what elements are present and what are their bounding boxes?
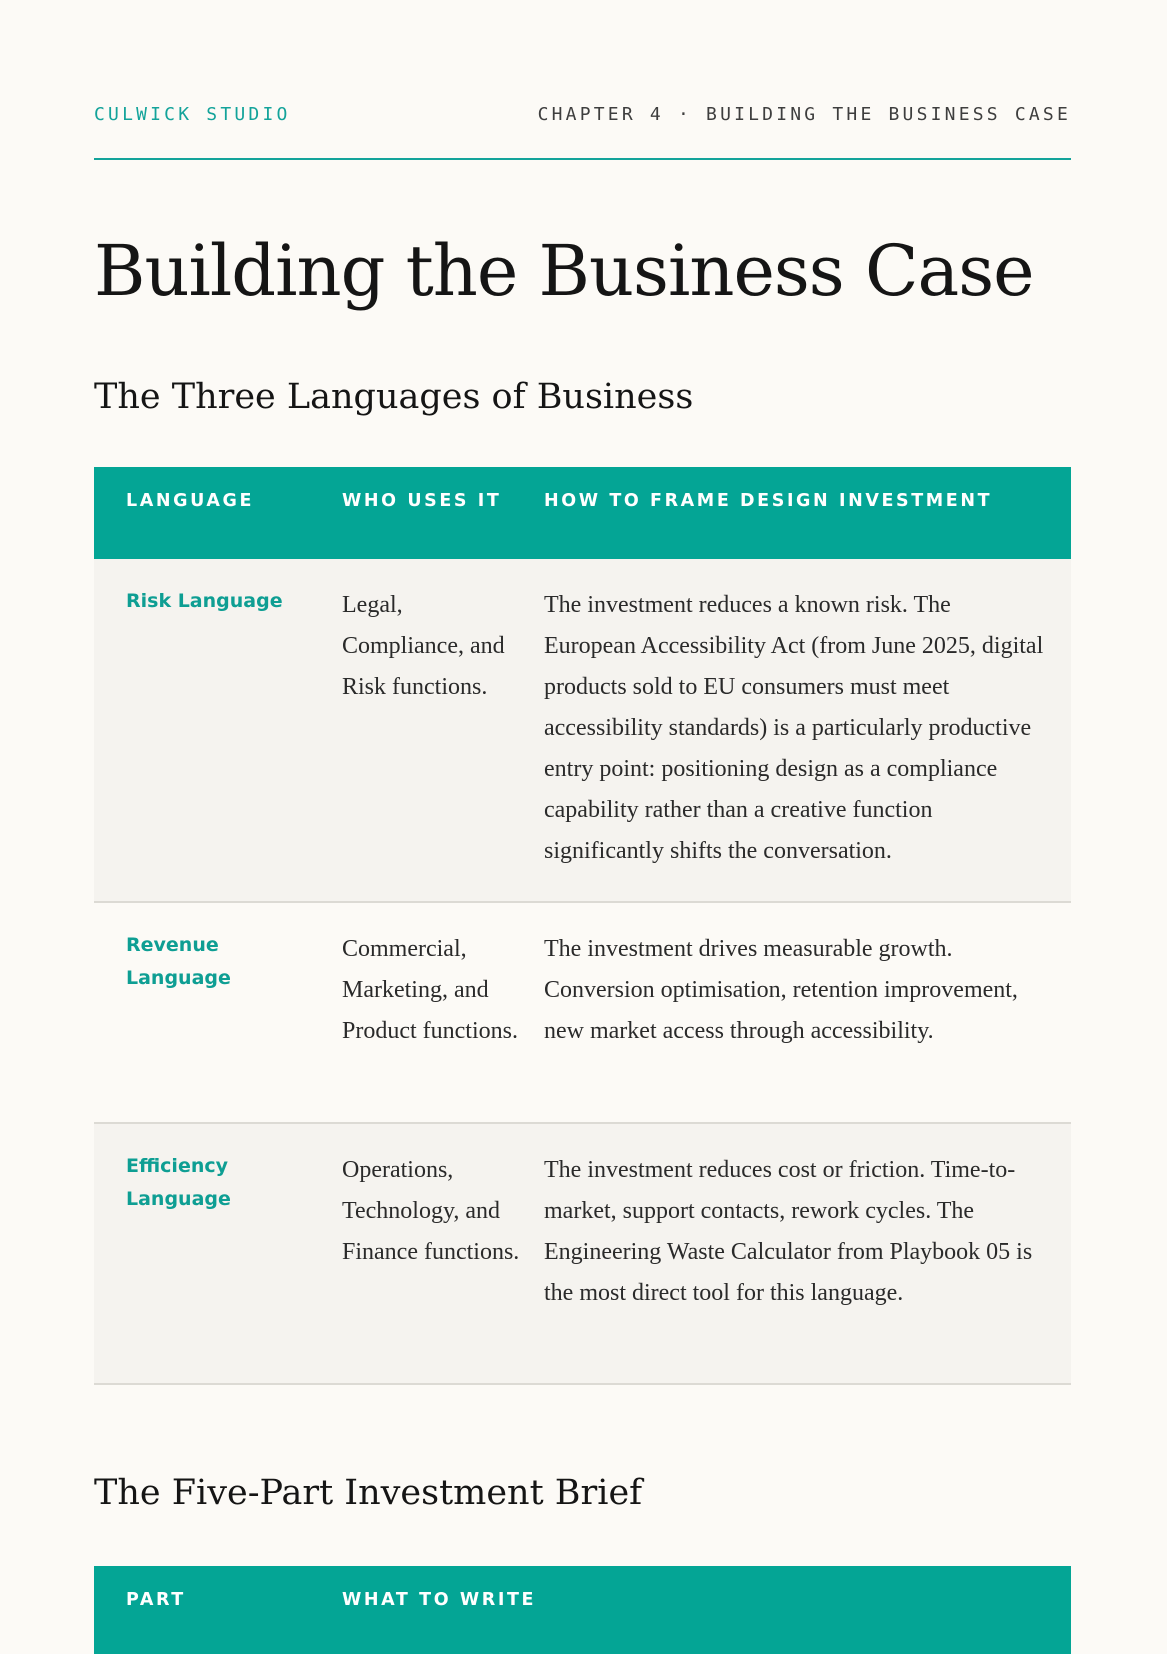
running-header [94, 104, 1071, 125]
framing-description: The investment reduces a known risk. The European Accessibility Act (from June 2025, digital products sold to EU consumers must meet accessibility standards) is a particularly productive entry point: positioning design as a compliance capability rather than a creative function significantly shifts the conversation. [544, 559, 1071, 902]
who-uses-it: Legal, Compliance, and Risk functions. [342, 559, 544, 902]
who-uses-it: Commercial, Marketing, and Product functions. [342, 902, 544, 1123]
section-heading-brief: The Five-Part Investment Brief [94, 1473, 643, 1513]
table-row [94, 559, 1071, 902]
table-header-row [94, 1566, 1071, 1654]
language-name: Revenue Language [94, 902, 342, 1123]
table-row [94, 902, 1071, 1123]
who-uses-it: Operations, Technology, and Finance functions. [342, 1123, 544, 1384]
language-name: Risk Language [94, 559, 342, 902]
table-header-row [94, 467, 1071, 559]
column-header-language: LANGUAGE [94, 467, 342, 559]
brand-name: CULWICK STUDIO [94, 104, 291, 125]
brief-table [94, 1566, 1071, 1654]
column-header-how: HOW TO FRAME DESIGN INVESTMENT [544, 467, 1071, 559]
header-divider [94, 158, 1071, 160]
framing-description: The investment reduces cost or friction. Time-to-market, support contacts, rework cycles. The Engineering Waste Calculator from Playbook 05 is the most direct tool for this language. [544, 1123, 1071, 1384]
framing-description: The investment drives measurable growth. Conversion optimisation, retention improvement, new market access through accessibility. [544, 902, 1071, 1123]
languages-table [94, 467, 1071, 1385]
column-header-who: WHO USES IT [342, 467, 544, 559]
running-title: CHAPTER 4 · BUILDING THE BUSINESS CASE [537, 104, 1071, 125]
language-name: Efficiency Language [94, 1123, 342, 1384]
table-row [94, 1123, 1071, 1384]
page-title: Building the Business Case [94, 230, 1034, 312]
column-header-part: PART [94, 1566, 342, 1654]
column-header-what: WHAT TO WRITE [342, 1566, 1071, 1654]
section-heading-languages: The Three Languages of Business [94, 377, 694, 417]
